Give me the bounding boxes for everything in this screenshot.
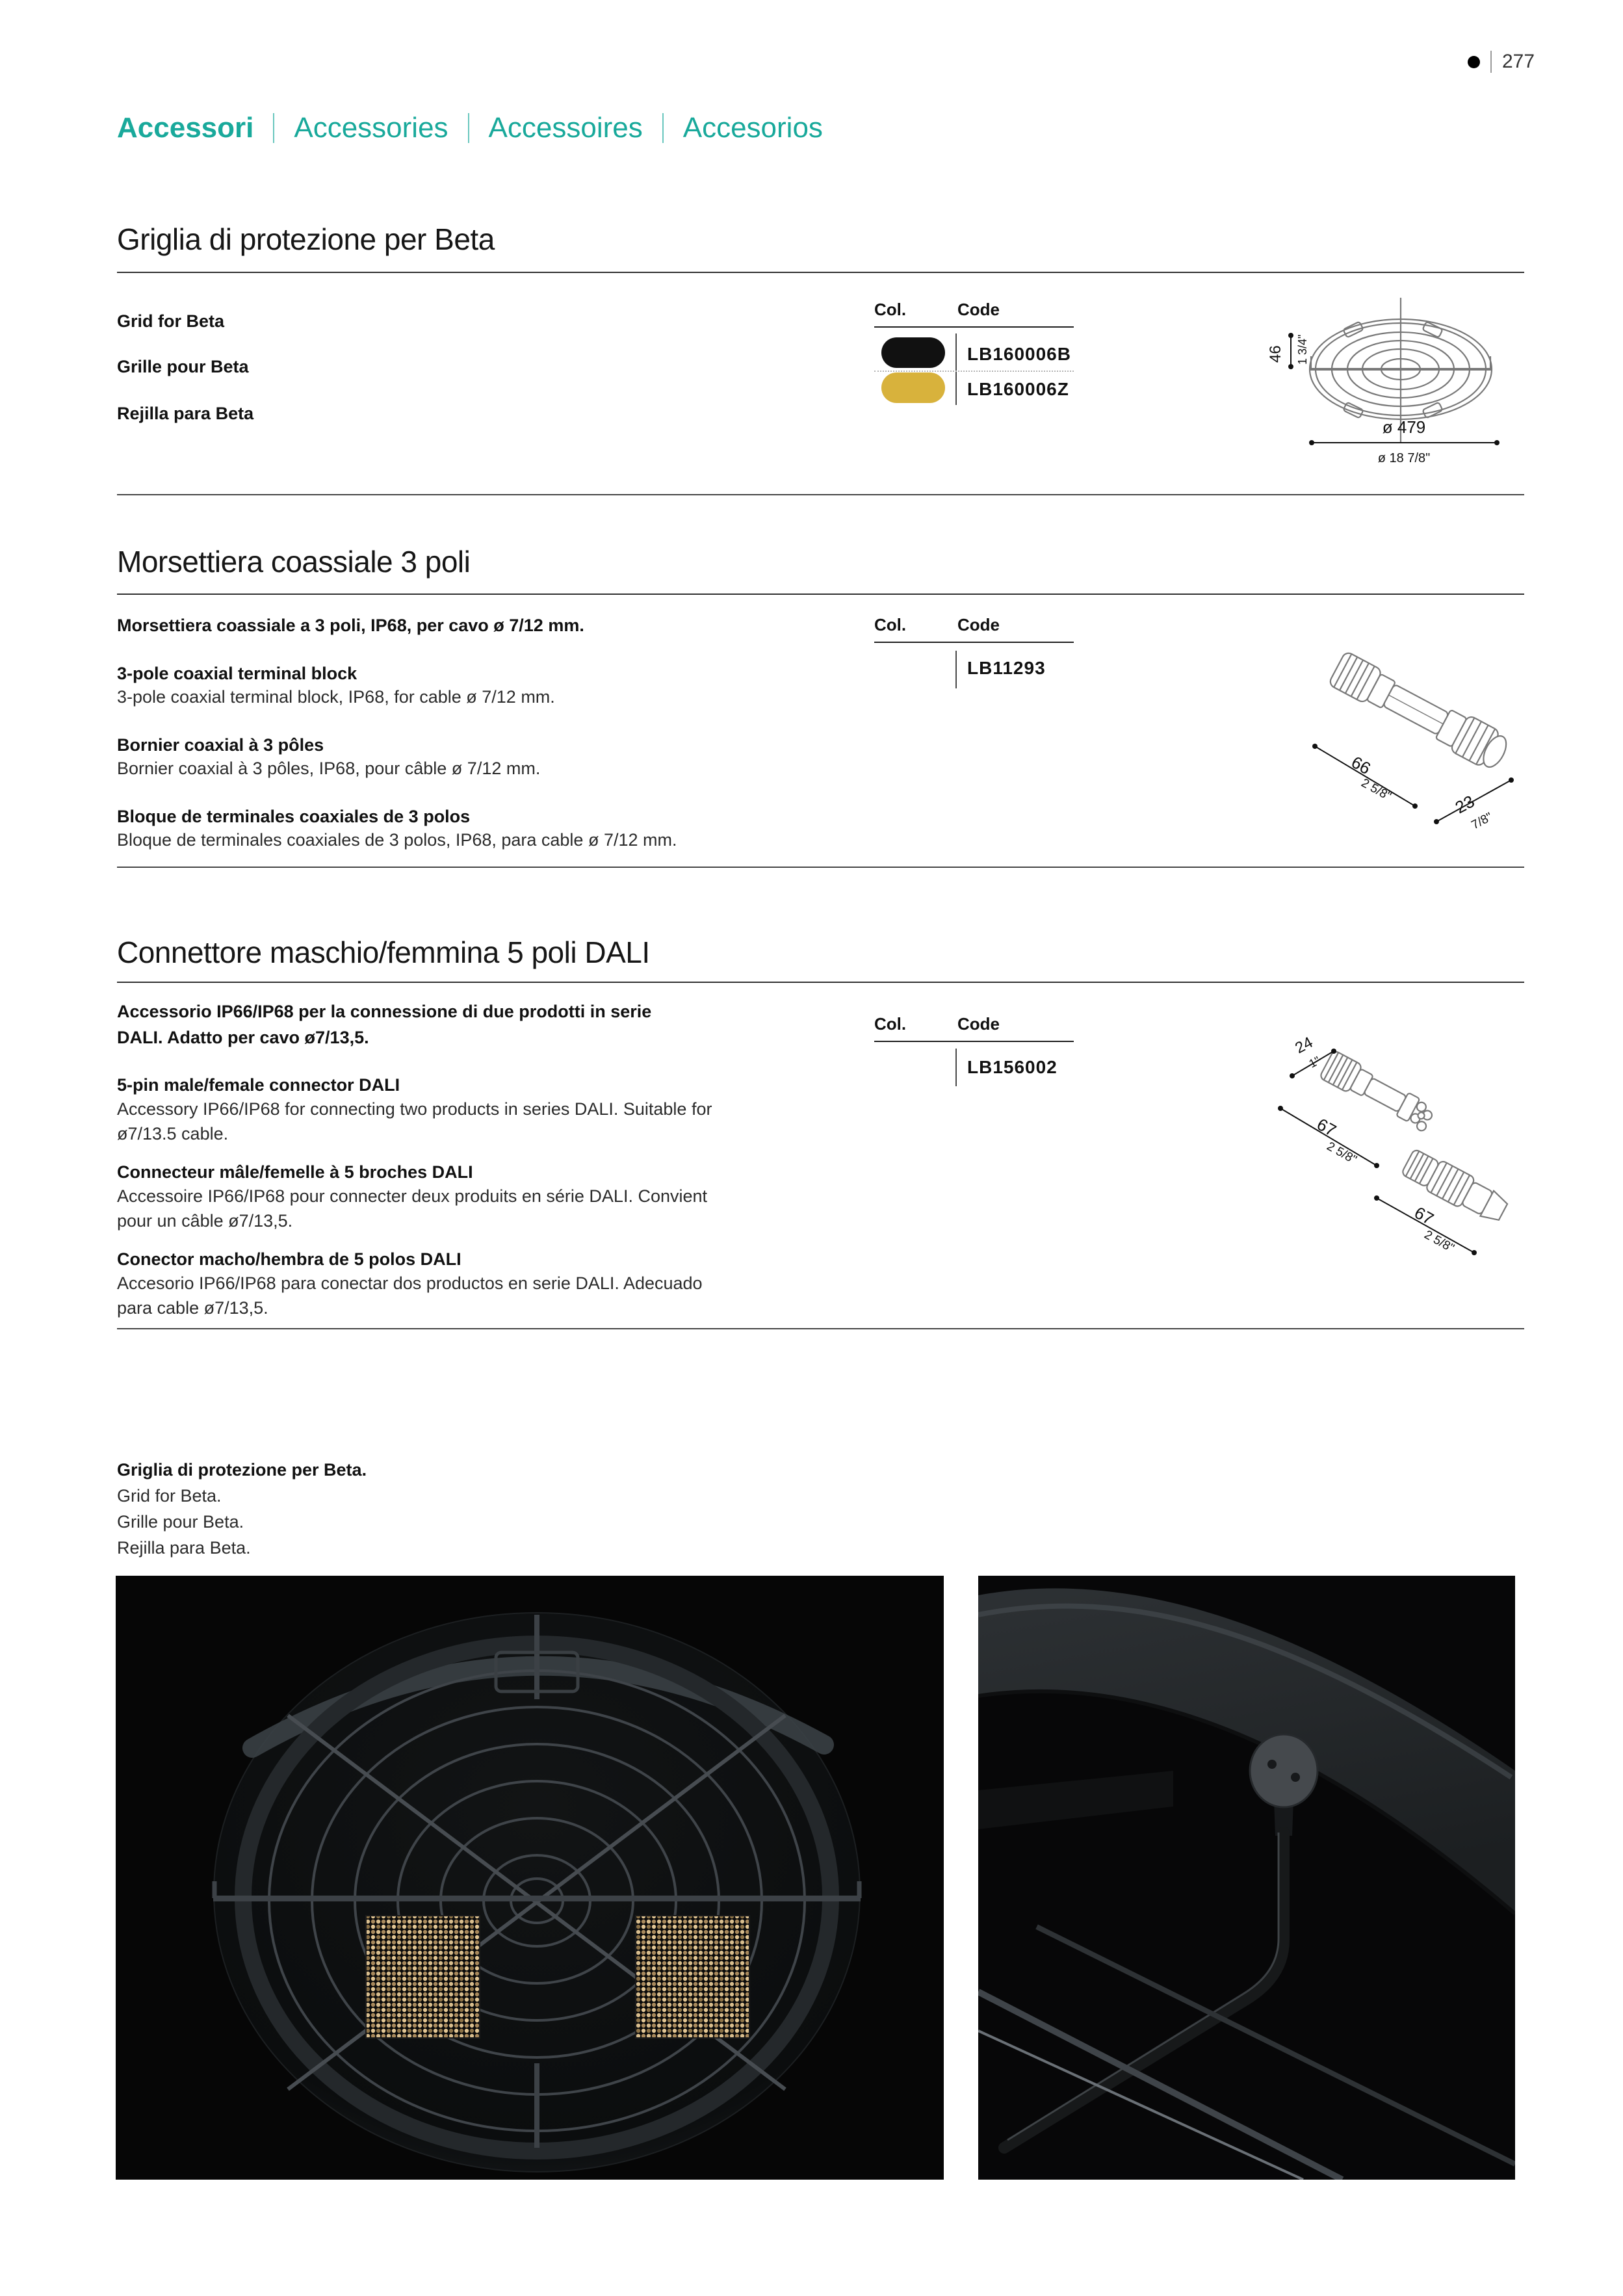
photo-grid-front — [116, 1576, 944, 2180]
column-header-code: Code — [957, 1014, 1000, 1034]
block-body-fr: Bornier coaxial à 3 pôles, IP68, pour câble ø 7/12 mm. — [117, 759, 541, 778]
section1-line-fr: Grille pour Beta — [117, 357, 249, 376]
photo-caption-bold: Griglia di protezione per Beta. — [117, 1460, 367, 1480]
dim-length-in: 2 5/8" — [1358, 776, 1394, 804]
header-divider — [273, 113, 274, 143]
section1-title: Griglia di protezione per Beta — [117, 222, 495, 256]
tech-drawing-grid — [1261, 286, 1524, 468]
section-end-rule — [117, 867, 1524, 868]
section-end-rule — [117, 494, 1524, 495]
dim-diameter-in: 1" — [1306, 1054, 1323, 1071]
block-body-fr-line1: Accessoire IP66/IP68 pour connecter deux produits en série DALI. Convient — [117, 1186, 708, 1206]
block-heading-en: 5-pin male/female connector DALI — [117, 1075, 400, 1095]
table-divider — [955, 333, 957, 405]
header-lang-french: Accessoires — [488, 112, 643, 144]
product-code: LB160006Z — [967, 379, 1069, 399]
photo-caption-fr: Grille pour Beta. — [117, 1512, 244, 1532]
block-body-es-line1: Accesorio IP66/IP68 para conectar dos productos en serie DALI. Adecuado — [117, 1273, 703, 1293]
table-divider — [955, 1049, 957, 1086]
section1-line-es: Rejilla para Beta — [117, 404, 254, 423]
table-header-rule — [874, 326, 1074, 328]
column-header-col: Col. — [874, 1014, 907, 1034]
table-header-rule — [874, 642, 1074, 643]
header-lang-english: Accessories — [294, 112, 448, 144]
color-swatch-black — [881, 337, 945, 368]
column-header-code: Code — [957, 615, 1000, 634]
section-end-rule — [117, 1328, 1524, 1329]
product-code: LB160006B — [967, 344, 1071, 364]
section3-lead-line1: Accessorio IP66/IP68 per la connessione di due prodotti in serie — [117, 1002, 652, 1021]
dim-height-mm: 46 — [1267, 345, 1284, 363]
section3-title: Connettore maschio/femmina 5 poli DALI — [117, 935, 650, 969]
product-code: LB11293 — [967, 658, 1046, 678]
photo-grid-detail — [978, 1576, 1515, 2180]
dim-height-in: 1 3/4" — [1296, 334, 1309, 365]
table-divider — [955, 651, 957, 688]
page-number: 277 — [1502, 51, 1535, 72]
block-body-fr-line2: pour un câble ø7/13,5. — [117, 1211, 293, 1231]
dim-diameter-mm: 24 — [1292, 1033, 1316, 1058]
header-lang-italian: Accessori — [117, 112, 254, 144]
divider-line — [117, 982, 1524, 983]
header-languages — [117, 112, 823, 144]
code-table-section2 — [874, 615, 1074, 699]
page-number-divider — [1490, 51, 1492, 73]
table-header-rule — [874, 1041, 1074, 1042]
dim-diameter-mm: ø 479 — [1382, 417, 1426, 437]
block-heading-es: Conector macho/hembra de 5 polos DALI — [117, 1249, 461, 1269]
dim-length-b-mm: 67 — [1411, 1203, 1437, 1229]
row-separator — [874, 371, 1074, 372]
product-code: LB156002 — [967, 1057, 1058, 1077]
divider-line — [117, 594, 1524, 595]
header-divider — [662, 113, 664, 143]
block-heading-fr: Bornier coaxial à 3 pôles — [117, 735, 324, 755]
dim-diameter-mm: 23 — [1451, 791, 1478, 818]
photo-caption-en: Grid for Beta. — [117, 1486, 222, 1506]
code-table-section1 — [874, 300, 1074, 430]
dim-length-b-in: 2 5/8" — [1422, 1228, 1457, 1256]
column-header-col: Col. — [874, 615, 907, 634]
header-lang-spanish: Accesorios — [682, 112, 823, 144]
block-heading-fr: Connecteur mâle/femelle à 5 broches DALI — [117, 1162, 473, 1182]
block-body-en-line1: Accessory IP66/IP68 for connecting two products in series DALI. Suitable for — [117, 1099, 712, 1119]
section3-lead-line2: DALI. Adatto per cavo ø7/13,5. — [117, 1028, 369, 1047]
code-table-section3 — [874, 1014, 1074, 1099]
tech-drawing-terminal-block — [1303, 650, 1527, 842]
column-header-code: Code — [957, 300, 1000, 319]
divider-line — [117, 272, 1524, 273]
dim-length-a-mm: 67 — [1314, 1114, 1340, 1141]
section-bullet-icon — [1468, 56, 1480, 68]
dim-length-mm: 66 — [1348, 752, 1374, 779]
tech-drawing-dali-connector — [1267, 1011, 1527, 1258]
dim-diameter-in: 7/8" — [1469, 810, 1495, 833]
block-body-es-line2: para cable ø7/13,5. — [117, 1298, 268, 1318]
page-number-block — [1468, 51, 1535, 73]
column-header-col: Col. — [874, 300, 907, 319]
section2-title: Morsettiera coassiale 3 poli — [117, 545, 471, 579]
block-body-en-line2: ø7/13.5 cable. — [117, 1124, 229, 1143]
block-heading-es: Bloque de terminales coaxiales de 3 polos — [117, 807, 471, 826]
dim-diameter-in: ø 18 7/8" — [1377, 451, 1431, 465]
block-body-es: Bloque de terminales coaxiales de 3 polos, IP68, para cable ø 7/12 mm. — [117, 830, 677, 850]
block-heading-en: 3-pole coaxial terminal block — [117, 664, 357, 683]
color-swatch-gold — [881, 372, 945, 403]
header-divider — [468, 113, 469, 143]
section2-lead: Morsettiera coassiale a 3 poli, IP68, per cavo ø 7/12 mm. — [117, 616, 584, 635]
dim-length-a-in: 2 5/8" — [1324, 1140, 1359, 1168]
section1-line-en: Grid for Beta — [117, 311, 225, 331]
photo-caption-es: Rejilla para Beta. — [117, 1538, 251, 1558]
block-body-en: 3-pole coaxial terminal block, IP68, for cable ø 7/12 mm. — [117, 687, 555, 707]
